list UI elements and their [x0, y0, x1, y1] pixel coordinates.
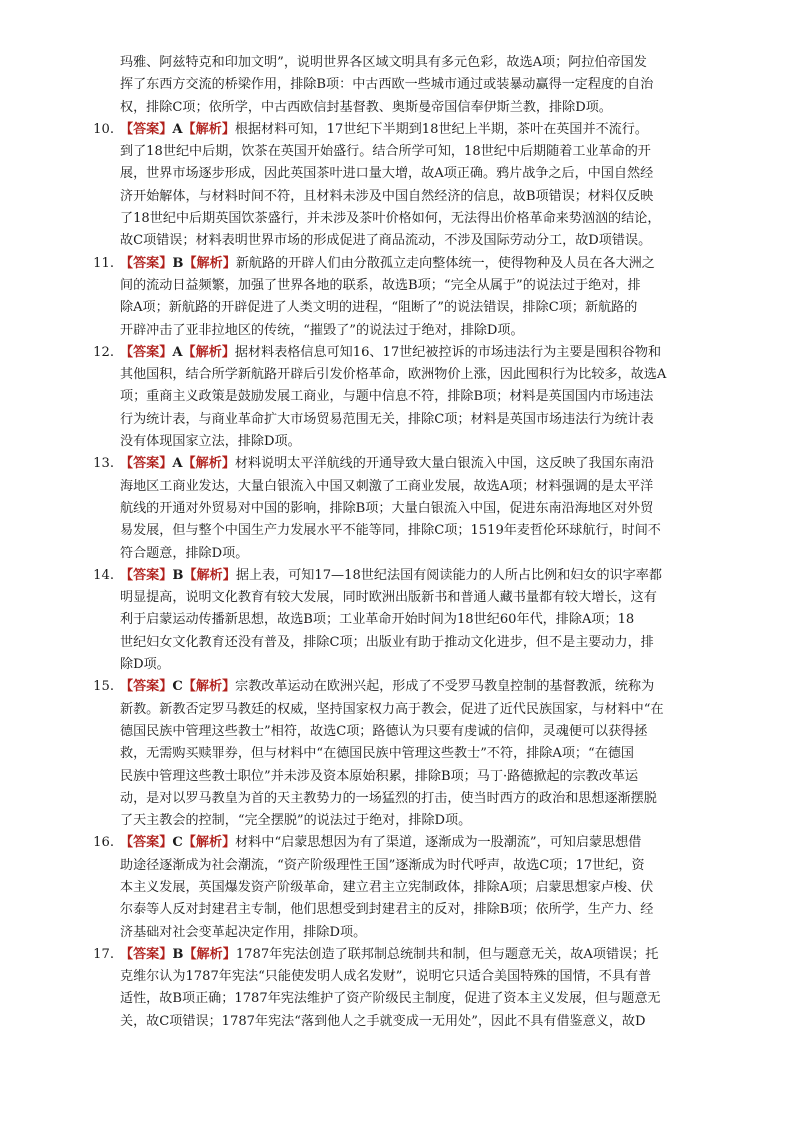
text-line: 权，排除C项；依所学，中古西欧信封基督教、奥斯曼帝国信奉伊斯兰教，排除D项。: [120, 99, 612, 115]
text-line: [120, 342, 710, 364]
text-line: 其他国积，结合所学新航路开辟后引发价格革命，欧洲物价上涨，因此囤积行为比较多，故选A: [120, 367, 667, 383]
analysis-text: 据上表，可知17—18世纪法国有阅读能力的人所占比例和妇女的识字率都: [235, 567, 662, 583]
text-line: 除A项；新航路的开辟促进了人类文明的进程，“阻断了”的说法错误，排除C项；新航路的: [120, 300, 638, 316]
analysis-tag: 【解析】: [182, 121, 235, 137]
answer-tag: 【答案】: [120, 946, 173, 962]
answer-letter: A: [172, 344, 183, 360]
text-line: 玛雅、阿兹特克和印加文明”，说明世界各区域文明具有多元色彩，故选A项；阿拉伯帝国发: [120, 55, 647, 70]
text-line: 易发展，但与整个中国生产力发展水平不能等同，排除C项；1519年麦哲伦环球航行，时间不: [120, 523, 661, 539]
text-line: 项；重商主义政策是鼓励发展工商业，与题中信息不符，排除B项；材料是英国国内市场违法: [120, 389, 654, 405]
text-line: 关，故C项错误；1787年宪法“落到他人之手就变成一无用处”，因此不具有借鉴意义，故D: [120, 1013, 646, 1029]
answer-tag: 【答案】: [120, 567, 173, 583]
text-line: [120, 565, 710, 587]
text-line: 了天主教会的控制，“完全摆脱”的说法过于绝对，排除D项。: [120, 813, 472, 829]
answer-item-11: [84, 253, 710, 342]
item-number: 12.: [93, 344, 114, 360]
text-line: 新教。新教否定罗马教廷的权威，坚持国家权力高于教会，促进了近代民族国家，与材料中“在: [120, 701, 664, 717]
text-line: 适性，故B项正确；1787年宪法维护了资产阶级民主制度，促进了资本主义发展，但与题意无: [120, 991, 661, 1007]
text-line: 德国民族中管理这些教士”相符，故选C项；路德认为只要有虔诚的信仰，灵魂便可以获得拯: [120, 723, 648, 739]
item-number: 10.: [93, 121, 114, 137]
text-line: 本主义发展，英国爆发资产阶级革命，建立君主立宪制政体，排除A项；启蒙思想家卢梭、伏: [120, 879, 654, 895]
text-line: 符合题意，排除D项。: [120, 545, 249, 561]
analysis-text: 材料中“启蒙思想因为有了渠道，逐渐成为一股潮流”，可知启蒙思想借: [235, 835, 642, 851]
answer-tag: 【答案】: [120, 344, 173, 360]
analysis-tag: 【解析】: [182, 835, 236, 851]
item-number: 15.: [93, 679, 114, 695]
analysis-text: 1787年宪法创造了联邦制总统制共和制，但与题意无关，故A项错误；托: [235, 946, 659, 962]
item-number: 11.: [93, 255, 114, 271]
item-number: 13.: [93, 456, 114, 472]
answer-item-15: [84, 676, 710, 832]
answer-item-10: [84, 119, 710, 253]
item-number: 16.: [93, 835, 114, 851]
text-line: 利于启蒙运动传播新思想，故选B项；工业革命开始时间为18世纪60年代，排除A项；18: [120, 612, 635, 628]
text-line: 展，世界市场逐步形成，因此英国茶叶进口量大增，故A项正确。鸦片战争之后，中国自然经: [120, 166, 654, 182]
text-line: 挥了东西方交流的桥梁作用，排除B项：中古西欧一些城市通过或装暴动赢得一定程度的自治: [120, 77, 654, 93]
answer-item-12: [84, 342, 710, 453]
text-line: 助途径逐渐成为社会潮流，“资产阶级理性王国”逐渐成为时代呼声，故选C项；17世纪，资: [120, 857, 645, 873]
answer-item-17: [84, 944, 710, 1033]
analysis-tag: 【解析】: [182, 679, 236, 695]
text-line: 动，是对以罗马教皇为首的天主教势力的一场猛烈的打击，使当时西方的政治和思想逐渐摆脱: [120, 790, 657, 806]
text-line: 开辟冲击了亚非拉地区的传统，“摧毁了”的说法过于绝对，排除D项。: [120, 322, 524, 338]
answer-item-16: [84, 832, 710, 943]
text-line: 尔泰等人反对封建君主专制，他们思想受到封建君主的反对，排除B项；依所学，生产力、经: [120, 902, 654, 918]
answer-tag: 【答案】: [120, 121, 173, 137]
intro-paragraph: [120, 52, 710, 119]
text-line: [120, 253, 710, 275]
answer-item-13: [84, 453, 710, 564]
answer-tag: 【答案】: [120, 679, 173, 695]
text-line: 世纪妇女文化教育还没有普及，排除C项；出版业有助于推动文化进步，但不是主要动力，排: [120, 634, 654, 650]
text-line: 航线的开通对外贸易对中国的影响，排除B项；大量白银流入中国，促进东南沿海地区对外贸: [120, 500, 654, 516]
answer-letter: B: [172, 946, 184, 962]
answer-letter: B: [172, 567, 184, 583]
text-line: 克维尔认为1787年宪法“只能使发明人成名发财”，说明它只适合美国特殊的国情，不具有普: [120, 969, 652, 985]
analysis-tag: 【解析】: [182, 344, 235, 360]
text-line: [120, 453, 710, 475]
answer-tag: 【答案】: [120, 835, 173, 851]
text-line: [120, 676, 710, 698]
text-line: 间的流动日益频繁，加强了世界各地的联系，故选B项；“完全从属于”的说法过于绝对，排: [120, 277, 641, 293]
text-line: 除D项。: [120, 657, 170, 673]
text-line: [120, 832, 710, 854]
text-line: 明显提高，说明文化教育有较大发展，同时欧洲出版新书和普通人藏书量都有较大增长，这有: [120, 590, 657, 606]
text-line: 故C项错误；材料表明世界市场的形成促进了商品流动，不涉及国际劳动分工，故D项错误。: [120, 233, 652, 249]
answer-tag: 【答案】: [120, 456, 173, 472]
analysis-tag: 【解析】: [183, 255, 236, 271]
analysis-text: 材料说明太平洋航线的开通导致大量白银流入中国，这反映了我国东南沿: [234, 456, 654, 472]
answer-letter: C: [172, 679, 183, 695]
text-line: 了18世纪中后期英国饮茶盛行，并未涉及茶叶价格如何，无法得出价格革命来势汹汹的结论，: [120, 211, 661, 227]
text-line: 济开始解体，与材料时间不符，且材料未涉及中国自然经济的信息，故B项错误；材料仅反映: [120, 188, 654, 204]
text-line: 民族中管理这些教士职位”并未涉及资本原始积累，排除B项；马丁·路德掀起的宗教改革运: [120, 768, 639, 784]
text-line: [120, 119, 710, 141]
text-line: [120, 944, 710, 966]
text-line: 行为统计表，与商业革命扩大市场贸易范围无关，排除C项；材料是英国市场违法行为统计表: [120, 411, 654, 427]
document-page: [84, 52, 710, 1033]
answer-letter: A: [172, 456, 183, 472]
analysis-text: 据材料表格信息可知16、17世纪被控诉的市场违法行为主要是囤积谷物和: [234, 344, 662, 360]
item-number: 14.: [93, 567, 114, 583]
answer-tag: 【答案】: [120, 255, 173, 271]
text-line: 海地区工商业发达，大量白银流入中国又刺激了工商业发展，故选A项；材料强调的是太平洋: [120, 478, 654, 494]
item-number: 17.: [93, 946, 114, 962]
analysis-tag: 【解析】: [183, 946, 236, 962]
answer-letter: B: [172, 255, 184, 271]
analysis-tag: 【解析】: [183, 567, 236, 583]
analysis-text: 宗教改革运动在欧洲兴起，形成了不受罗马教皇控制的基督教派，统称为: [235, 679, 655, 695]
analysis-tag: 【解析】: [182, 456, 235, 472]
text-line: 济基础对社会变革起决定作用，排除D项。: [120, 924, 367, 940]
answer-letter: A: [172, 121, 183, 137]
text-line: 救，无需购买赎罪券，但与材料中“在德国民族中管理这些教士”不符，排除A项；“在德国: [120, 746, 635, 762]
analysis-text: 根据材料可知，17世纪下半期到18世纪上半期，茶叶在英国并不流行。: [234, 121, 648, 137]
analysis-text: 新航路的开辟人们由分散孤立走向整体统一，使得物种及人员在各大洲之: [235, 255, 655, 271]
text-line: 到了18世纪中后期，饮茶在英国开始盛行。结合所学可知，18世纪中后期随着工业革命的开: [120, 144, 651, 160]
answer-item-14: [84, 565, 710, 676]
text-line: 没有体现国家立法，排除D项。: [120, 434, 301, 450]
answer-letter: C: [172, 835, 183, 851]
